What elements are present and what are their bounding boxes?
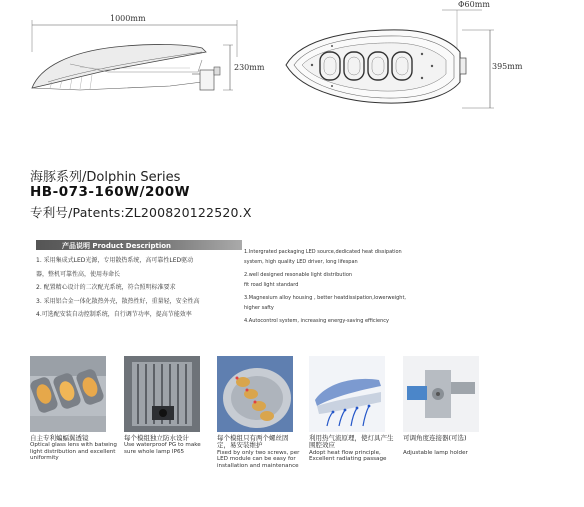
depth-dimension-label: 395mm xyxy=(492,62,523,71)
heat-flow-photo xyxy=(309,356,385,432)
adjustable-holder-photo xyxy=(403,356,479,432)
list-item: system, high quality LED driver, long lifespan xyxy=(244,259,358,265)
feature-caption-lens: 自主专利蝙蝠翼透镜 Optical glass lens with batwing light distribution and excellent uniformity xyxy=(30,434,117,462)
feature-caption-holder: 可调角度连接器(可选) Adjustable lamp holder xyxy=(403,434,468,457)
width-dimension-label: 1000mm xyxy=(110,14,146,23)
list-item: 3. 采用铝合金一体化散热外壳，散热性好，重量轻，安全性高 xyxy=(36,297,200,305)
list-item: 1. 采用集成式LED光源，专用散热系统，高可靠性LED驱动 xyxy=(36,257,194,264)
top-view-drawing xyxy=(282,2,582,112)
list-item: 4.Autocontrol system, increasing energy-saving efficiency xyxy=(244,318,389,324)
model-title: HB-073-160W/200W xyxy=(30,184,191,200)
height-dimension-label: 230mm xyxy=(234,63,265,72)
screw-module-photo xyxy=(217,356,293,432)
list-item: 3.Magnesium alloy housing , better heatdissipation,lowerweight, xyxy=(244,295,406,301)
feature-caption-screws: 每个模组只有两个螺丝固定，易安装维护 Fixed by only two screws, per LED module can be easy for installation and maintenance xyxy=(217,434,300,469)
list-item: 1.Intergrated packaging LED source,dedicated heat dissipation xyxy=(244,249,402,255)
list-item: 器，整机可靠性高，使用寿命长 xyxy=(36,270,121,278)
lens-module-photo xyxy=(30,356,106,432)
patent-number: 专利号/Patents:ZL200820122520.X xyxy=(30,205,252,220)
side-view-drawing xyxy=(20,12,270,102)
list-item: higher safty xyxy=(244,305,274,311)
list-item: 4.可选配安装自动控制系统，自行调节功率，提高节能效率 xyxy=(36,311,192,318)
list-item: 2. 配置精心设计的二次配光系统，符合照明标准要求 xyxy=(36,284,176,291)
description-header: 产品说明 Product Description xyxy=(62,242,172,250)
list-item: fit road light standard xyxy=(244,282,299,288)
waterproof-module-photo xyxy=(124,356,200,432)
diameter-dimension-label: Φ60mm xyxy=(458,0,490,9)
description-cn-list xyxy=(36,258,246,326)
feature-caption-heat-flow: 利用热气流原理，使灯具产生围腔效应 Adopt heat flow principle, Excellent radiating passage xyxy=(309,434,394,463)
description-en-list xyxy=(244,250,444,329)
list-item: 2.well designed resonable light distribution xyxy=(244,272,353,278)
feature-caption-waterproof: 每个模组独立防水设计 Use waterproof PG to make sure whole lamp IP65 xyxy=(124,434,201,455)
series-title: 海豚系列/Dolphin Series xyxy=(30,170,181,185)
